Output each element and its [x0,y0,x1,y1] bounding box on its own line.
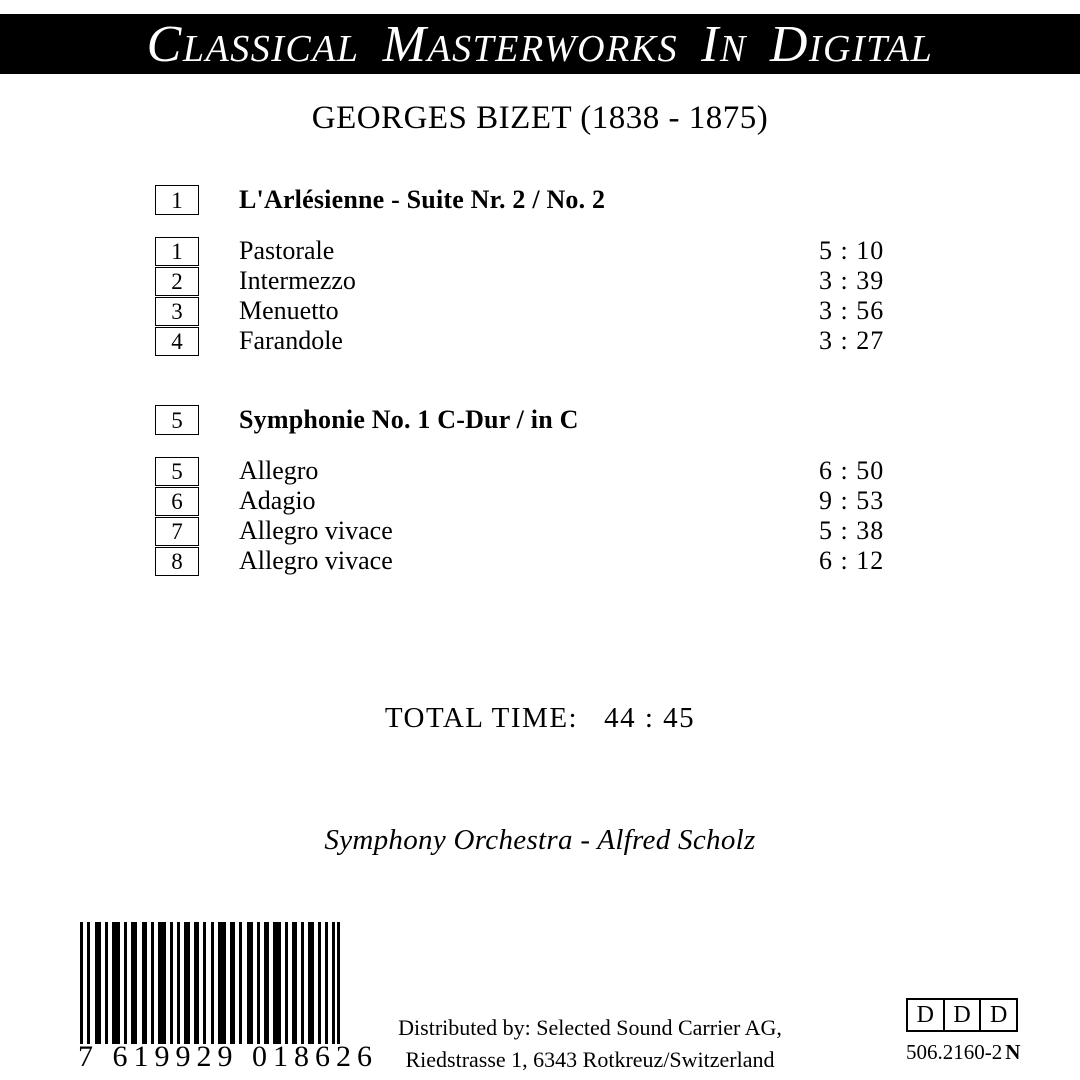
work-heading [155,178,1080,222]
track-title: Menuetto [239,296,339,325]
track-row [155,296,1080,326]
track-number: 8 [155,547,199,576]
track-row [155,236,1080,266]
total-time-value: 44 : 45 [604,702,696,734]
track-time: 5 : 10 [819,236,885,265]
composer-line: GEORGES BIZET (1838 - 1875) [311,100,769,136]
catalog-value: 506.2160-2 [906,1040,1003,1064]
work-number: 1 [155,185,199,215]
banner-title: CLASSICAL MASTERWORKS IN DIGITAL [146,15,934,73]
section-gap [0,356,1080,398]
ddd-block [906,998,1021,1065]
catalog-number [906,1040,1021,1065]
track-title: Allegro [239,456,319,485]
track-number: 7 [155,517,199,546]
distributor-line-2: Riedstrasse 1, 6343 Rotkreuz/Switzerland [405,1046,775,1072]
track-row [155,456,1080,486]
track-title: Farandole [239,326,343,355]
ddd-letter-2: D [943,1000,980,1030]
track-time: 6 : 12 [819,546,885,575]
track-row [155,516,1080,546]
ddd-letter-3: D [979,1000,1016,1030]
distributor-info [330,1012,850,1076]
track-number: 6 [155,487,199,516]
ddd-letter-1: D [916,1002,934,1028]
barcode-digits: 7 619929 018626 [78,1040,378,1073]
track-title: Allegro vivace [239,516,393,545]
track-row [155,486,1080,516]
track-number: 2 [155,267,199,296]
track-time: 5 : 38 [819,516,885,545]
track-time: 3 : 39 [819,266,885,295]
track-row [155,326,1080,356]
header-banner [0,14,1080,74]
track-time: 3 : 27 [819,326,885,355]
track-title: Allegro vivace [239,546,393,575]
work-title: L'Arlésienne - Suite Nr. 2 / No. 2 [239,185,606,214]
track-time: 6 : 50 [819,456,885,485]
total-time-label: TOTAL TIME: [384,702,579,734]
track-title: Adagio [239,486,316,515]
barcode [78,922,378,1080]
barcode-bars [78,922,342,1044]
work-tracks [0,456,1080,576]
performer-credit: Symphony Orchestra - Alfred Scholz [324,824,756,856]
work-number: 5 [155,405,199,435]
ddd-logo [906,998,1018,1032]
track-time: 3 : 56 [819,296,885,325]
track-title: Intermezzo [239,266,356,295]
catalog-suffix: N [1005,1040,1021,1064]
work-heading [155,398,1080,442]
track-number: 1 [155,237,199,266]
track-number: 5 [155,457,199,486]
distributor-line-1: Distributed by: Selected Sound Carrier AG, [398,1015,782,1040]
track-listing [0,178,1080,576]
track-row [155,266,1080,296]
track-row [155,546,1080,576]
total-time [0,702,1080,735]
track-time: 9 : 53 [819,486,885,515]
work-title: Symphonie No. 1 C-Dur / in C [239,405,579,434]
track-number: 3 [155,297,199,326]
track-title: Pastorale [239,236,335,265]
track-number: 4 [155,327,199,356]
work-tracks [0,236,1080,356]
